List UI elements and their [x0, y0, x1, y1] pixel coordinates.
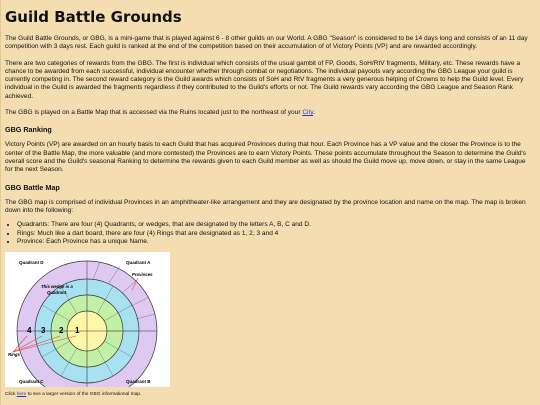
location-text: The GBG is played on a Battle Map that is accessed via the Ruins located just to the northeast of your: [5, 109, 303, 117]
wedge-label-line-1: This wedge is a: [41, 284, 73, 289]
provinces-label: Provinces: [132, 272, 153, 277]
list-item: • Province: Each Province has a unique Name.: [17, 238, 532, 247]
battle-map-image[interactable]: [5, 252, 170, 387]
ring-number-4: 4: [27, 326, 32, 335]
quadrant-c-label: Quadrant C: [19, 379, 44, 384]
city-link[interactable]: City: [302, 109, 314, 117]
list-item: • Quadrants: There are four (4) Quadrants, or wedges, that are designated by the letters A, B, C and D.: [17, 221, 532, 230]
larger-map-link[interactable]: here: [16, 392, 27, 397]
location-paragraph: [5, 109, 532, 117]
ring-number-3: 3: [41, 326, 46, 335]
ring-number-2: 2: [59, 326, 64, 335]
quadrant-a-label: Quadrant A: [126, 260, 151, 265]
page-title: Guild Battle Grounds: [5, 8, 182, 26]
caption-text: Click: [5, 392, 17, 397]
rewards-paragraph: There are two categories of rewards from the GBG. The first is individual which consists of the usual gambit of FP, Goods, SoH/RtV fragments, Military, etc. These rewards have a chance to be awarded from each successful, individual encounter whether through combat or negotiations. The individual payouts vary according the GBG League your guild is currently competing in. The second reward category is the Guild awards which consists of SoH and RtV fragments a very generous helping of Crowns to help the Guild level. Every individual in the Guild is awarded the fragments regardless if they contributed to the Guild's efforts or not. The Guild rewards vary according the GBG League and Season Rank achieved.: [5, 59, 524, 100]
wedge-label-line-2: Quadrant.: [47, 290, 68, 295]
battle-map-heading: GBG Battle Map: [5, 182, 60, 192]
content: [1, 0, 540, 247]
map-caption: [5, 392, 141, 397]
battle-map-diagram: [5, 252, 170, 387]
caption-text-end: to see a larger version of the GBG informational map.: [26, 392, 142, 397]
ranking-paragraph: Victory Points (VP) are awarded on an hourly basis to each Guild that has acquired Provinces during that hour. Each Province has a VP value and the closer the Province is to the center of the Battle Map, the more valuable (and more contested) the Provinces are to earn Victory Points. These points accumulate throughout the Season to determine the Guild's overall score and the Guild's seasonal Ranking to determine the rewards given to each Guild member as well as should the Guild move up, move down, or stay in the same League for the next Season.: [5, 141, 527, 174]
intro-paragraph: The Guild Battle Grounds, or GBG, is a mini-game that is played against 6 - 8 other guilds on our World. A GBG "Season" is considered to be 14 days long and consists of an 11 day competition with 3 days rest. Each guild is ranked at the end of the competition based on their accumulation of of Victory Points (VP) and are rewarded accordingly.: [5, 35, 528, 51]
ranking-heading: GBG Ranking: [5, 125, 52, 135]
list-item: • Rings: Much like a dart board, there are four (4) Rings that are designated as 1, 2, 3 and 4: [17, 230, 532, 239]
map-breakdown-list: [5, 221, 532, 247]
quadrant-b-label: Quadrant B: [126, 379, 151, 384]
ring-number-1: 1: [75, 326, 80, 335]
rings-label: Rings: [8, 352, 20, 357]
location-end: .: [313, 109, 315, 117]
battle-map-figure[interactable]: [5, 252, 170, 387]
battle-map-paragraph: The GBG map is comprised of individual Provinces in an amphitheater-like arrangement and they are designated by the province location and name on the map. The map is broken down into the following:: [5, 198, 526, 214]
quadrant-d-label: Quadrant D: [19, 260, 44, 265]
